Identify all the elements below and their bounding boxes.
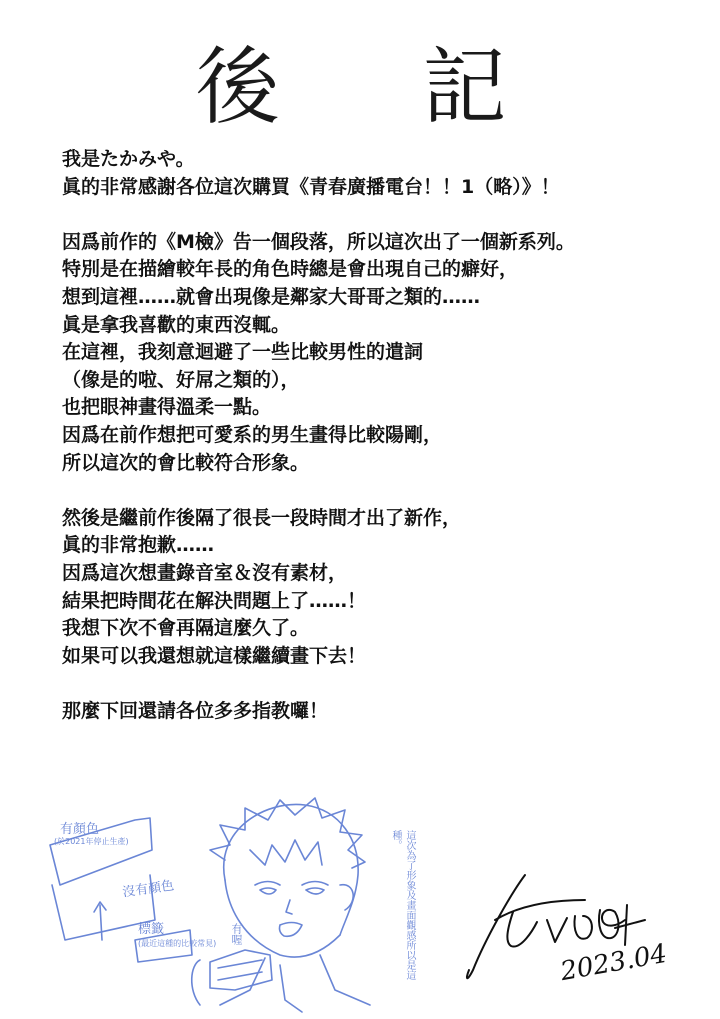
text-line: 也把眼神畫得溫柔一點。 [62,396,272,419]
text-line: 那麼下回還請各位多多指教囉！ [62,699,329,722]
text-line: 我想下次不會再隔這麼久了。 [62,617,310,640]
note-has: 有喔 [230,923,243,945]
text-line: 在這裡，我刻意迴避了一些比較男性的遣詞 [62,341,424,364]
signature-date: 2023.04 [558,938,670,988]
text-line: 所以這次的會比較符合形象。 [62,451,310,474]
paragraph-gap [62,670,702,698]
text-line: 結果把時間花在解決問題上了……！ [62,589,367,612]
text-line: 眞的非常抱歉…… [62,534,215,557]
text-line: 因爲前作的《M檢》告一個段落，所以這次出了一個新系列。 [62,230,575,253]
text-line: 因爲在前作想把可愛系的男生畫得比較陽剛， [62,423,443,446]
note-label-sub: (最近這種的比較常見) [138,939,217,948]
text-line: 特別是在描繪較年長的角色時總是會出現自己的癖好， [62,258,519,281]
text-line: 如果可以我還想就這樣繼續畫下去！ [62,644,367,667]
note-has-color-sub: (於2021年停止生產) [54,837,129,846]
paragraph-gap [62,477,702,505]
text-line: 因爲這次想畫錄音室＆沒有素材， [62,561,348,584]
afterword-body [62,146,702,725]
text-line: 我是たかみや。 [62,148,195,170]
text-line: 眞的非常感謝各位這次購買《青春廣播電台！！1（略）》！ [62,175,560,198]
note-has-color: 有顏色 [60,822,100,837]
note-vertical: 這次為了形象及畫面觀感所以是這種。 [390,830,415,980]
note-label: 標籤 [138,922,165,937]
note-no-color: 沒有顏色 [121,878,176,901]
sketch-illustration [40,790,460,1015]
text-line: （像是的啦、好屌之類的）， [62,368,300,391]
text-line: 然後是繼前作後隔了很長一段時間才出了新作， [62,506,462,529]
text-line: 眞是拿我喜歡的東西沒輒。 [62,313,291,336]
page-title: 後 記 [195,38,565,136]
text-line: 想到這裡……就會出現像是鄰家大哥哥之類的…… [62,285,481,308]
paragraph-gap [62,201,702,229]
